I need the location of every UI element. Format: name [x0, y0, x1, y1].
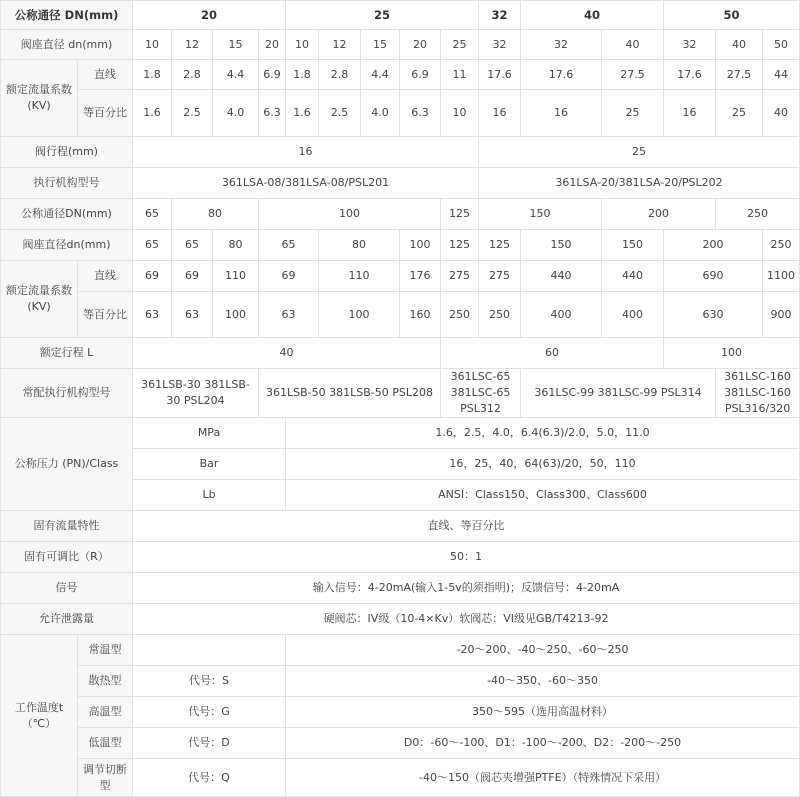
kv-value: 176	[400, 261, 441, 292]
kv-linear-label: 直线	[78, 261, 133, 292]
seat-value: 40	[716, 30, 763, 60]
actuator-row-large	[1, 369, 800, 418]
dn-label: 公称通径DN(mm)	[1, 199, 133, 230]
temp-range: 350～595（选用高温材料）	[286, 697, 800, 728]
kv-linear-label: 直线	[78, 60, 133, 90]
kv-value: 2.8	[319, 60, 361, 90]
actuator-row-small	[1, 168, 800, 199]
kv-value: 6.3	[259, 90, 286, 137]
kv-value: 16	[664, 90, 716, 137]
dn-label: 公称通径 DN(mm)	[1, 1, 133, 30]
kv-label: 额定流量系数(KV)	[1, 60, 78, 137]
seat-value: 100	[400, 230, 441, 261]
rated-stroke-label: 额定行程 L	[1, 338, 133, 369]
kv-equal-row-large	[1, 292, 800, 338]
actuator-value: 361LSC-99 381LSC-99 PSL314	[521, 369, 716, 418]
signal-row	[1, 573, 800, 604]
stroke-value: 16	[133, 137, 479, 168]
kv-value: 630	[664, 292, 763, 338]
temp-range: -20～200、-40～250、-60～250	[286, 635, 800, 666]
seat-row-small	[1, 30, 800, 60]
seat-value: 25	[441, 30, 479, 60]
seat-value: 150	[521, 230, 602, 261]
kv-value: 100	[213, 292, 259, 338]
seat-value: 20	[400, 30, 441, 60]
kv-value: 2.8	[172, 60, 213, 90]
pressure-value: ANSI：Class150、Class300、Class600	[286, 480, 800, 511]
kv-value: 100	[319, 292, 400, 338]
stroke-label: 阀行程(mm)	[1, 137, 133, 168]
temp-type: 低温型	[78, 728, 133, 759]
dn-row-large	[1, 199, 800, 230]
kv-linear-row-large	[1, 261, 800, 292]
seat-row-large	[1, 230, 800, 261]
pressure-unit: Bar	[133, 449, 286, 480]
kv-value: 63	[259, 292, 319, 338]
rated-stroke-value: 40	[133, 338, 441, 369]
actuator-value: 361LSC-160 381LSC-160 PSL316/320	[716, 369, 800, 418]
seat-label: 阀座直径 dn(mm)	[1, 30, 133, 60]
kv-linear-row-small	[1, 60, 800, 90]
kv-value: 63	[133, 292, 172, 338]
seat-value: 32	[521, 30, 602, 60]
dn-value: 250	[716, 199, 800, 230]
kv-value: 275	[479, 261, 521, 292]
seat-value: 40	[602, 30, 664, 60]
temp-code: 代号：S	[133, 666, 286, 697]
dn-value: 125	[441, 199, 479, 230]
range-label: 固有可调比（R）	[1, 542, 133, 573]
kv-value: 69	[259, 261, 319, 292]
kv-value: 1.8	[286, 60, 319, 90]
pressure-label: 公称压力 (PN)/Class	[1, 418, 133, 511]
kv-value: 400	[521, 292, 602, 338]
temp-range: -40～150（阀芯夹增强PTFE）（特殊情况下采用）	[286, 759, 800, 797]
kv-value: 27.5	[716, 60, 763, 90]
kv-value: 1.6	[133, 90, 172, 137]
pressure-unit: MPa	[133, 418, 286, 449]
seat-value: 10	[286, 30, 319, 60]
temp-row-high	[1, 697, 800, 728]
kv-value: 1.8	[133, 60, 172, 90]
kv-value: 25	[602, 90, 664, 137]
seat-value: 250	[763, 230, 800, 261]
kv-equal-label: 等百分比	[78, 90, 133, 137]
kv-value: 11	[441, 60, 479, 90]
kv-value: 900	[763, 292, 800, 338]
seat-value: 65	[172, 230, 213, 261]
temp-row-heat	[1, 666, 800, 697]
seat-value: 10	[133, 30, 172, 60]
signal-label: 信号	[1, 573, 133, 604]
temp-row-low	[1, 728, 800, 759]
kv-value: 4.4	[361, 60, 400, 90]
kv-value: 110	[319, 261, 400, 292]
seat-value: 50	[763, 30, 800, 60]
temp-row-cutoff	[1, 759, 800, 797]
kv-value: 275	[441, 261, 479, 292]
kv-value: 6.9	[259, 60, 286, 90]
rated-stroke-value: 60	[441, 338, 664, 369]
pressure-mpa-row	[1, 418, 800, 449]
leak-row	[1, 604, 800, 635]
kv-value: 6.3	[400, 90, 441, 137]
dn-value: 40	[521, 1, 664, 30]
kv-value: 6.9	[400, 60, 441, 90]
kv-equal-row-small	[1, 90, 800, 137]
dn-value: 150	[479, 199, 602, 230]
kv-value: 44	[763, 60, 800, 90]
temp-type: 散热型	[78, 666, 133, 697]
kv-value: 17.6	[479, 60, 521, 90]
seat-value: 80	[319, 230, 400, 261]
temp-range: D0：-60～-100、D1：-100～-200、D2：-200～-250	[286, 728, 800, 759]
dn-value: 200	[602, 199, 716, 230]
dn-value: 50	[664, 1, 800, 30]
stroke-row	[1, 137, 800, 168]
seat-value: 15	[361, 30, 400, 60]
dn-value: 25	[286, 1, 479, 30]
kv-value: 4.0	[213, 90, 259, 137]
kv-value: 110	[213, 261, 259, 292]
temp-range: -40～350、-60～350	[286, 666, 800, 697]
kv-value: 4.0	[361, 90, 400, 137]
seat-value: 15	[213, 30, 259, 60]
seat-value: 150	[602, 230, 664, 261]
kv-value: 40	[763, 90, 800, 137]
seat-label: 阀座直径dn(mm)	[1, 230, 133, 261]
seat-value: 125	[441, 230, 479, 261]
actuator-value: 361LSA-08/381LSA-08/PSL201	[133, 168, 479, 199]
kv-value: 400	[602, 292, 664, 338]
kv-value: 250	[479, 292, 521, 338]
actuator-label: 执行机构型号	[1, 168, 133, 199]
dn-value: 80	[172, 199, 259, 230]
char-value: 直线、等百分比	[133, 511, 800, 542]
kv-value: 440	[602, 261, 664, 292]
dn-value: 20	[133, 1, 286, 30]
temp-code	[133, 635, 286, 666]
actuator-value: 361LSA-20/381LSA-20/PSL202	[479, 168, 800, 199]
seat-value: 65	[259, 230, 319, 261]
kv-value: 2.5	[172, 90, 213, 137]
kv-value: 2.5	[319, 90, 361, 137]
temp-type: 调节切断型	[78, 759, 133, 797]
temp-code: 代号：D	[133, 728, 286, 759]
kv-value: 10	[441, 90, 479, 137]
kv-value: 16	[521, 90, 602, 137]
kv-value: 440	[521, 261, 602, 292]
stroke-value: 25	[479, 137, 800, 168]
kv-value: 1.6	[286, 90, 319, 137]
seat-value: 20	[259, 30, 286, 60]
seat-value: 125	[479, 230, 521, 261]
seat-value: 65	[133, 230, 172, 261]
seat-value: 200	[664, 230, 763, 261]
kv-value: 69	[133, 261, 172, 292]
kv-value: 16	[479, 90, 521, 137]
kv-value: 63	[172, 292, 213, 338]
kv-value: 4.4	[213, 60, 259, 90]
rated-stroke-row	[1, 338, 800, 369]
range-row	[1, 542, 800, 573]
dn-value: 32	[479, 1, 521, 30]
temp-code: 代号：G	[133, 697, 286, 728]
kv-value: 69	[172, 261, 213, 292]
kv-value: 27.5	[602, 60, 664, 90]
signal-value: 输入信号：4-20mA(输入1-5v的须指明)；反馈信号：4-20mA	[133, 573, 800, 604]
temp-type: 高温型	[78, 697, 133, 728]
seat-value: 32	[664, 30, 716, 60]
kv-value: 1100	[763, 261, 800, 292]
seat-value: 80	[213, 230, 259, 261]
actuator-value: 361LSB-30 381LSB-30 PSL204	[133, 369, 259, 418]
kv-label: 额定流量系数(KV)	[1, 261, 78, 338]
char-row	[1, 511, 800, 542]
seat-value: 12	[172, 30, 213, 60]
kv-value: 690	[664, 261, 763, 292]
leak-value: 硬阀芯：IV级（10-4×Kv）软阀芯：VI级见GB/T4213-92	[133, 604, 800, 635]
seat-value: 12	[319, 30, 361, 60]
dn-row-small	[1, 1, 800, 30]
pressure-unit: Lb	[133, 480, 286, 511]
dn-value: 100	[259, 199, 441, 230]
std-actuator-label: 常配执行机构型号	[1, 369, 133, 418]
pressure-value: 16，25，40，64(63)/20，50，110	[286, 449, 800, 480]
dn-value: 65	[133, 199, 172, 230]
temp-code: 代号：Q	[133, 759, 286, 797]
seat-value: 32	[479, 30, 521, 60]
kv-value: 17.6	[664, 60, 716, 90]
leak-label: 允许泄露量	[1, 604, 133, 635]
kv-value: 160	[400, 292, 441, 338]
actuator-value: 361LSC-65 381LSC-65 PSL312	[441, 369, 521, 418]
rated-stroke-value: 100	[664, 338, 800, 369]
range-value: 50：1	[133, 542, 800, 573]
kv-value: 250	[441, 292, 479, 338]
actuator-value: 361LSB-50 381LSB-50 PSL208	[259, 369, 441, 418]
pressure-value: 1.6，2.5，4.0，6.4(6.3)/2.0，5.0，11.0	[286, 418, 800, 449]
kv-equal-label: 等百分比	[78, 292, 133, 338]
temp-row-normal	[1, 635, 800, 666]
char-label: 固有流量特性	[1, 511, 133, 542]
kv-value: 25	[716, 90, 763, 137]
temp-type: 常温型	[78, 635, 133, 666]
kv-value: 17.6	[521, 60, 602, 90]
temp-label: 工作温度t（℃）	[1, 635, 78, 797]
